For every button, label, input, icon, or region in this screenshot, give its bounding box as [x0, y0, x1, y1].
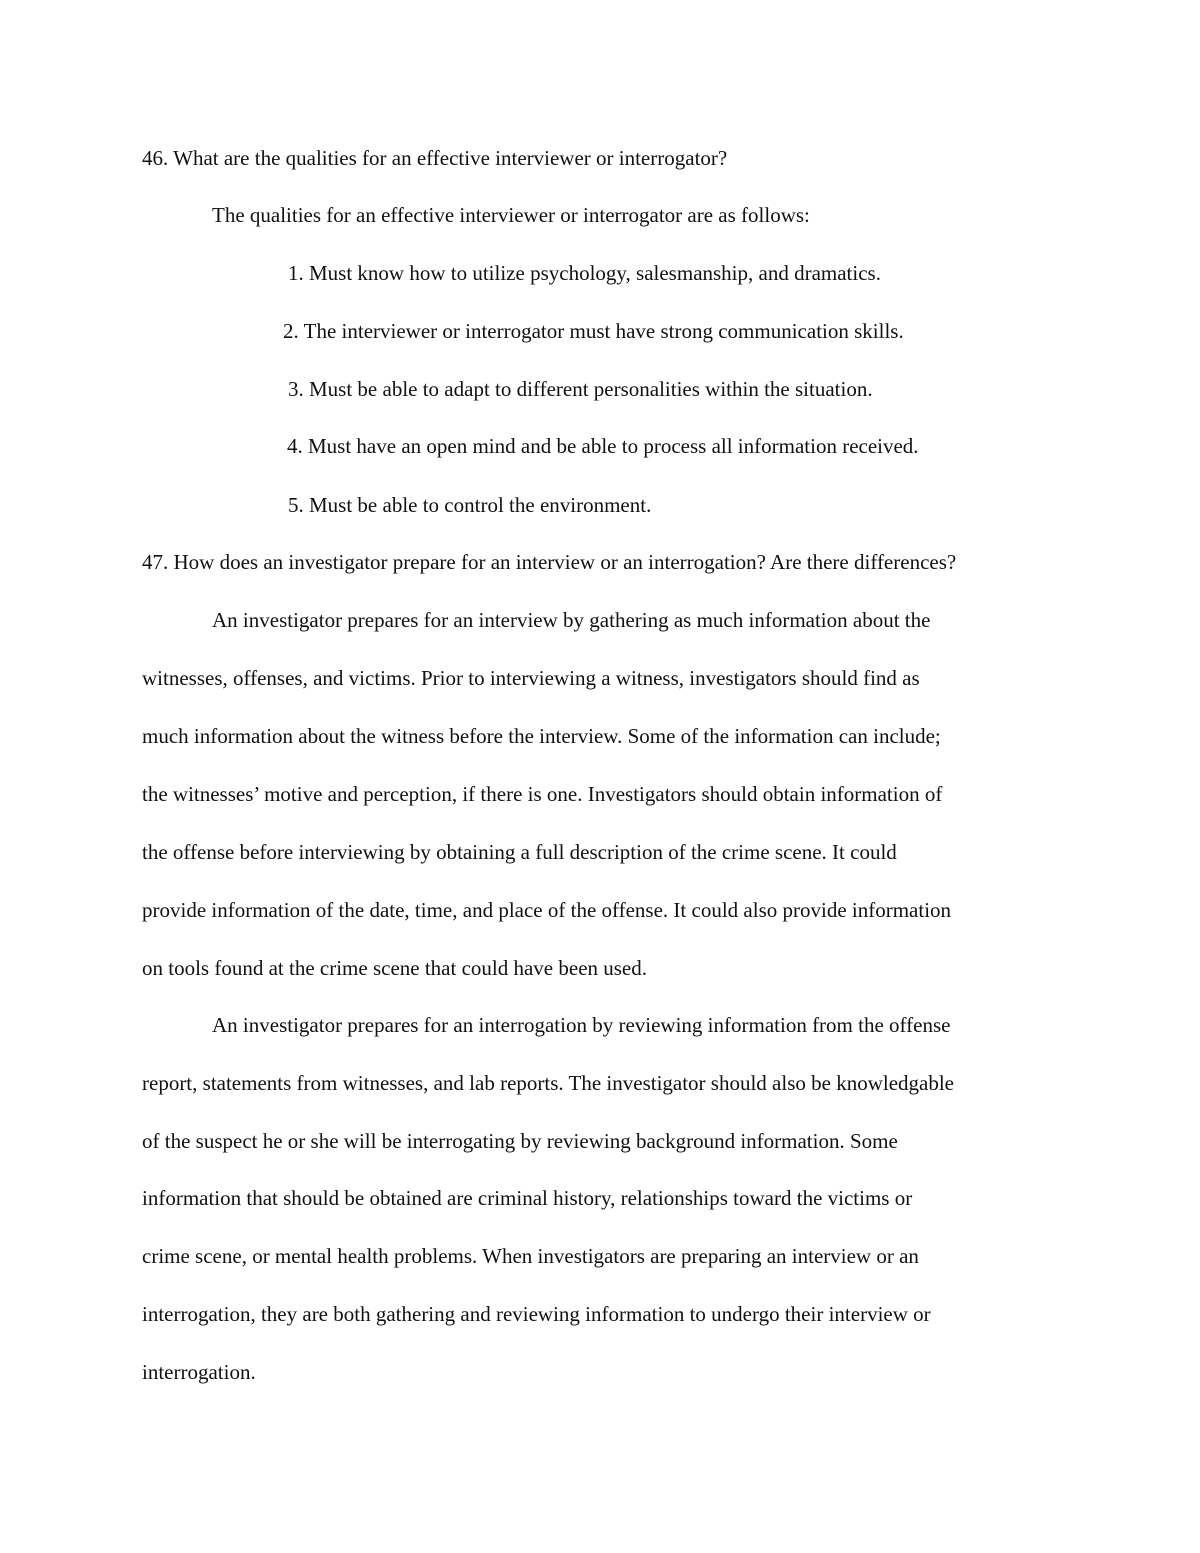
q47-p1-line-3: much information about the witness before the interview. Some of the information can include; [142, 724, 941, 748]
q47-p1-line-4: the witnesses’ motive and perception, if there is one. Investigators should obtain information of [142, 782, 943, 806]
q47-p1-line-7: on tools found at the crime scene that could have been used. [142, 956, 648, 980]
q47-p2-line-4: information that should be obtained are criminal history, relationships toward the victims or [142, 1186, 913, 1210]
q47-p1-line-2: witnesses, offenses, and victims. Prior to interviewing a witness, investigators should find as [142, 666, 920, 690]
q47-p2-line-1: An investigator prepares for an interrogation by reviewing information from the offense [212, 1013, 951, 1037]
q46-item-2: 2. The interviewer or interrogator must have strong communication skills. [283, 319, 904, 343]
q47-p2-line-6: interrogation, they are both gathering and reviewing information to undergo their interview or [142, 1302, 931, 1326]
q46-item-4: 4. Must have an open mind and be able to process all information received. [287, 434, 919, 458]
q46-intro: The qualities for an effective interviewer or interrogator are as follows: [212, 203, 810, 227]
q47-p1-line-6: provide information of the date, time, and place of the offense. It could also provide information [142, 898, 952, 922]
q46-item-5: 5. Must be able to control the environment. [288, 493, 652, 517]
q47-p2-line-3: of the suspect he or she will be interrogating by reviewing background information. Some [142, 1129, 898, 1153]
q47-p2-line-7: interrogation. [142, 1360, 256, 1384]
q46-item-1: 1. Must know how to utilize psychology, salesmanship, and dramatics. [288, 261, 881, 285]
q46-item-3: 3. Must be able to adapt to different personalities within the situation. [288, 377, 873, 401]
q47-p2-line-2: report, statements from witnesses, and lab reports. The investigator should also be knowledgable [142, 1071, 955, 1095]
q47-p2-line-5: crime scene, or mental health problems. When investigators are preparing an interview or an [142, 1244, 919, 1268]
q47-p1-line-5: the offense before interviewing by obtaining a full description of the crime scene. It could [142, 840, 897, 864]
q47-p1-line-1: An investigator prepares for an interview by gathering as much information about the [212, 608, 931, 632]
question-46: 46. What are the qualities for an effective interviewer or interrogator? [142, 146, 728, 170]
question-47: 47. How does an investigator prepare for an interview or an interrogation? Are there differences? [142, 550, 957, 574]
